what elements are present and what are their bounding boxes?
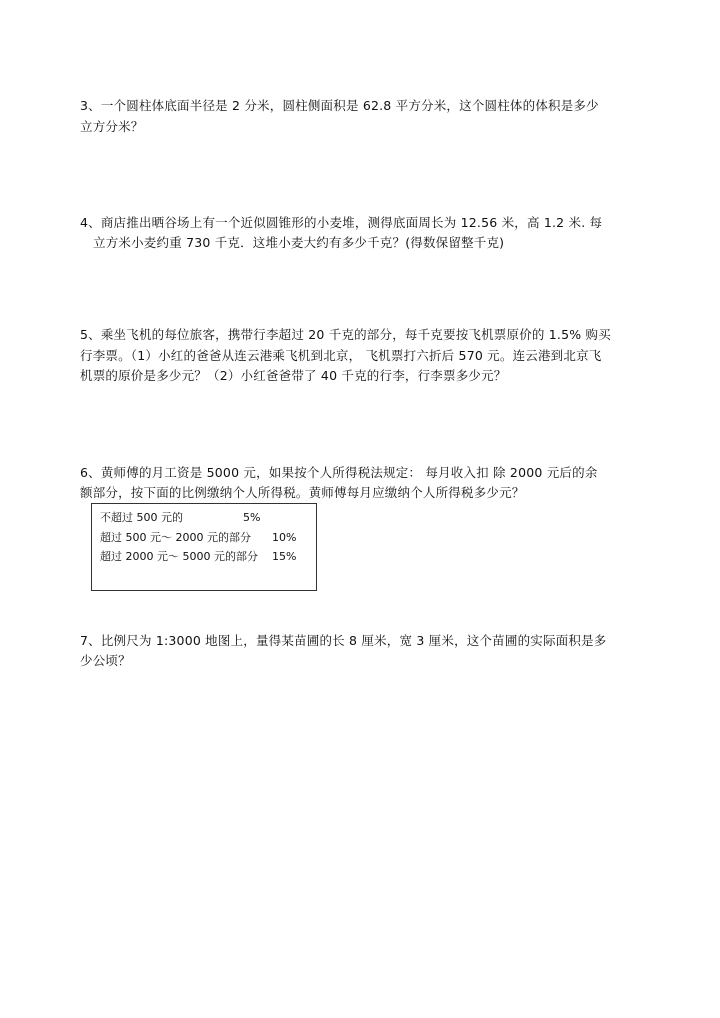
question-7-line-1: 7、比例尺为 1:3000 地图上，量得某苗圃的长 8 厘米，宽 3 厘米，这个苗圃的实际面积是多: [80, 633, 607, 648]
tax-row: [100, 550, 297, 564]
question-6-line-2: 额部分，按下面的比例缴纳个人所得税。黄师傅每月应缴纳个人所得税多少元？: [80, 485, 525, 500]
tax-rate: 5%: [243, 511, 261, 524]
question-7-line-2: 少公顷？: [80, 653, 131, 668]
tax-rate-box: [91, 503, 317, 591]
tax-range: 超过 500 元～ 2000 元的部分: [100, 531, 251, 544]
question-5-line-2: 行李票。（1）小红的爸爸从连云港乘飞机到北京， 飞机票打六折后 570 元。连云港到北京飞: [80, 348, 602, 363]
tax-rate: 15%: [272, 550, 297, 563]
tax-row: [100, 531, 297, 545]
question-3-line-1: 3、一个圆柱体底面半径是 2 分米，圆柱侧面积是 62.8 平方分米，这个圆柱体的体积是多少: [80, 98, 599, 113]
tax-range: 超过 2000 元～ 5000 元的部分: [100, 550, 258, 563]
tax-row: [100, 511, 261, 525]
question-5-line-1: 5、乘坐飞机的每位旅客，携带行李超过 20 千克的部分，每千克要按飞机票原价的 1.5% 购买: [80, 327, 611, 342]
question-5-line-3: 机票的原价是多少元？（2）小红爸爸带了 40 千克的行李，行李票多少元？: [80, 368, 507, 383]
question-4-line-2: 立方米小麦约重 730 千克．这堆小麦大约有多少千克？(得数保留整千克): [93, 235, 505, 250]
tax-rate: 10%: [272, 531, 297, 544]
tax-range: 不超过 500 元的: [100, 511, 183, 524]
question-4-line-1: 4、商店推出晒谷场上有一个近似圆锥形的小麦堆，测得底面周长为 12.56 米，高 1.2 米. 每: [80, 215, 603, 230]
question-6-line-1: 6、黄师傅的月工资是 5000 元，如果按个人所得税法规定： 每月收入扣 除 2000 元后的余: [80, 465, 598, 480]
question-3-line-2: 立方分米？: [80, 119, 144, 134]
